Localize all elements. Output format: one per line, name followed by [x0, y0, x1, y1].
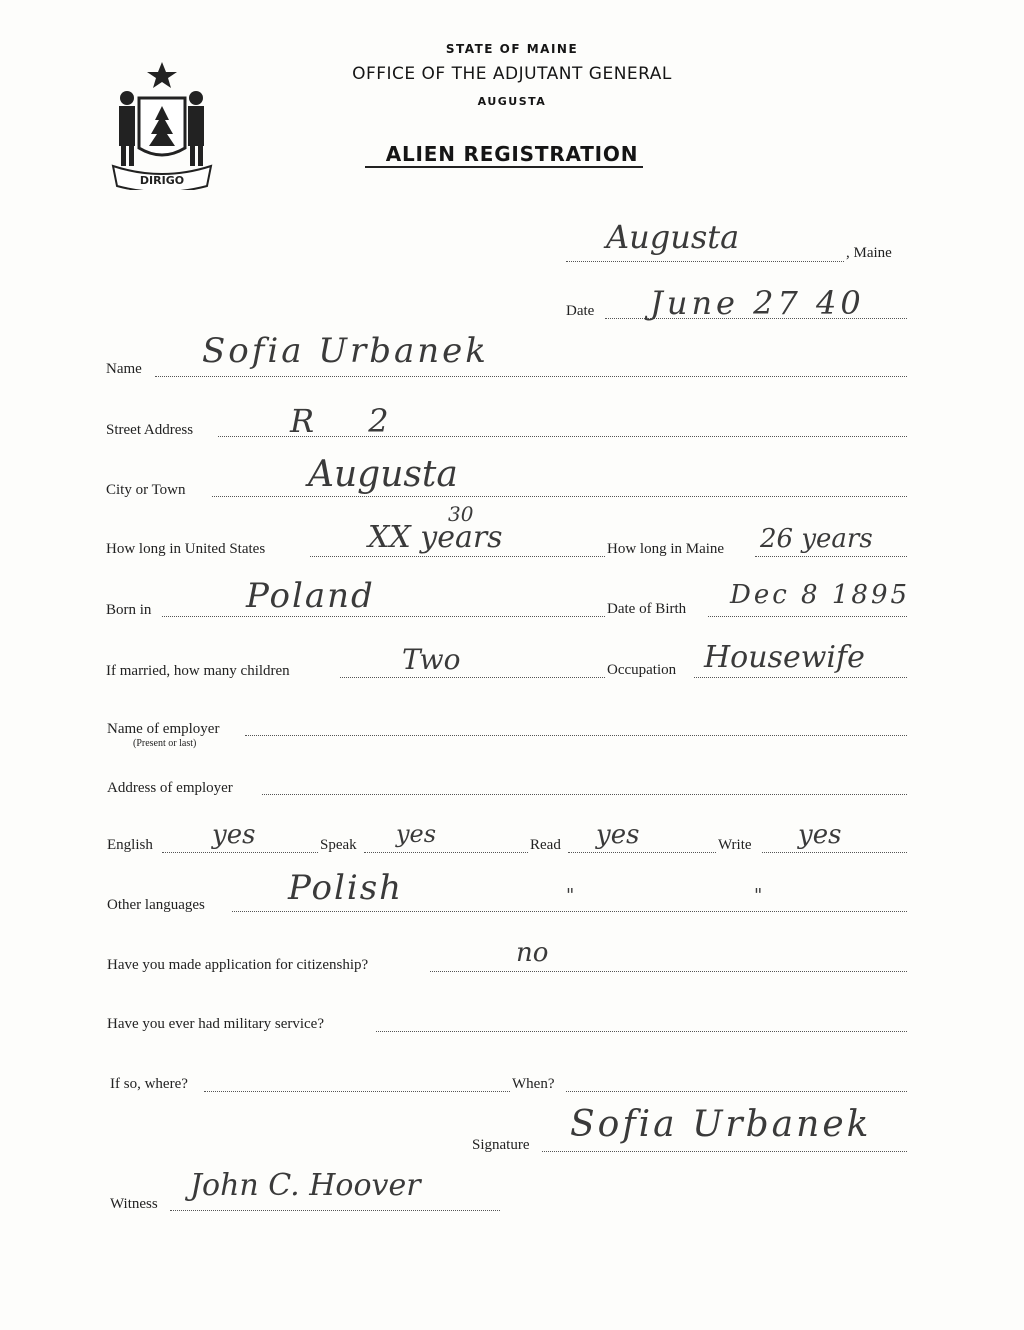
children-line — [340, 677, 605, 678]
town-suffix-label: , Maine — [846, 245, 892, 261]
citizenship-line — [430, 971, 907, 972]
speak-label: Speak — [320, 837, 357, 853]
read-entry: yes — [596, 820, 640, 850]
date-of-birth-line — [708, 616, 907, 617]
when-line — [566, 1091, 907, 1092]
military-label: Have you ever had military service? — [107, 1016, 324, 1032]
how-long-maine-entry: 26 years — [760, 524, 873, 554]
signature-entry: Sofia Urbanek — [570, 1104, 872, 1145]
name-entry: Sofia Urbanek — [202, 331, 489, 371]
read-line — [568, 852, 716, 853]
when-label: When? — [512, 1076, 555, 1092]
how-long-us-entry: XX years — [368, 520, 503, 555]
occupation-entry: Housewife — [704, 640, 865, 675]
header-state: STATE OF MAINE — [445, 42, 579, 56]
english-label: English — [107, 837, 153, 853]
street-address-label: Street Address — [106, 422, 194, 438]
citizenship-label: Have you made application for citizenship? — [107, 957, 369, 973]
born-in-label: Born in — [106, 602, 152, 618]
if-so-where-line — [204, 1091, 510, 1092]
occupation-label: Occupation — [607, 662, 677, 678]
other-languages-label: Other languages — [107, 897, 205, 913]
how-long-us-correction: 30 — [448, 502, 474, 526]
svg-text:DIRIGO: DIRIGO — [139, 174, 185, 187]
city-town-line — [212, 496, 907, 497]
form-title: ALIEN REGISTRATION — [385, 142, 639, 166]
other-languages-ditto-1: " — [566, 885, 575, 906]
write-entry: yes — [798, 820, 842, 850]
employer-name-sublabel: (Present or last) — [133, 738, 197, 749]
how-long-maine-line — [755, 556, 907, 557]
employer-name-line — [245, 735, 907, 736]
write-line — [762, 852, 907, 853]
military-line — [376, 1031, 907, 1032]
born-in-line — [162, 616, 605, 617]
witness-line — [170, 1210, 500, 1211]
other-languages-line — [232, 911, 907, 912]
read-label: Read — [530, 837, 561, 853]
how-long-maine-label: How long in Maine — [607, 541, 725, 557]
date-of-birth-label: Date of Birth — [607, 601, 687, 617]
write-label: Write — [718, 837, 752, 853]
city-town-entry: Augusta — [308, 454, 458, 495]
header-city: AUGUSTA — [477, 95, 547, 108]
occupation-line — [694, 677, 907, 678]
citizenship-entry: no — [516, 938, 549, 968]
signature-line — [542, 1151, 907, 1152]
if-so-where-label: If so, where? — [110, 1076, 188, 1092]
town-entry: Augusta — [606, 218, 740, 256]
header-office: OFFICE OF THE ADJUTANT GENERAL — [352, 64, 672, 84]
how-long-us-label: How long in United States — [106, 541, 266, 557]
other-languages-entry: Polish — [288, 868, 404, 908]
other-languages-ditto-2: " — [754, 885, 763, 906]
name-line — [155, 376, 907, 377]
english-entry: yes — [212, 820, 256, 850]
witness-label: Witness — [110, 1196, 158, 1212]
employer-address-label: Address of employer — [107, 780, 233, 796]
title-underline — [365, 166, 643, 168]
english-line — [162, 852, 318, 853]
town-line — [566, 261, 844, 262]
street-address-entry: R 2 — [290, 402, 411, 440]
employer-address-line — [262, 794, 907, 795]
how-long-us-line — [310, 556, 605, 557]
name-label: Name — [106, 361, 142, 377]
children-label: If married, how many children — [106, 663, 290, 679]
employer-name-label: Name of employer — [107, 721, 220, 737]
date-of-birth-entry: Dec 8 1895 — [730, 580, 911, 610]
speak-line — [364, 852, 528, 853]
city-town-label: City or Town — [106, 482, 186, 498]
date-label: Date — [566, 303, 595, 319]
date-entry: June 27 40 — [650, 284, 865, 322]
children-entry: Two — [402, 643, 461, 676]
signature-label: Signature — [472, 1137, 530, 1153]
speak-entry: yes — [396, 820, 437, 848]
born-in-entry: Poland — [246, 576, 375, 616]
witness-entry: John C. Hoover — [190, 1168, 421, 1203]
